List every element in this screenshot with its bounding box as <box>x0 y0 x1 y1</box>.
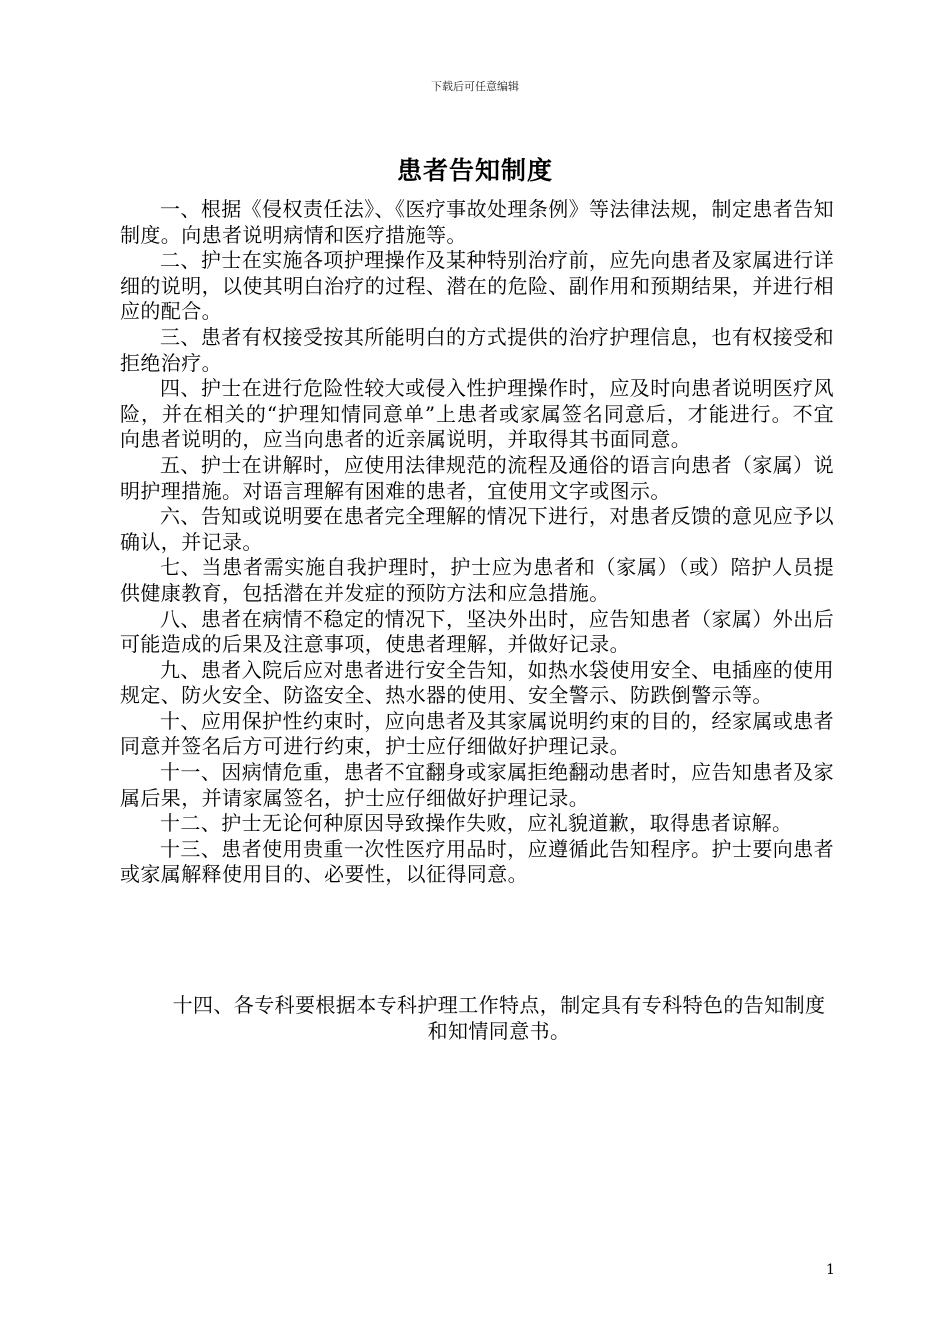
header-note: 下载后可任意编辑 <box>431 80 519 93</box>
paragraph-3: 三、患者有权接受按其所能明白的方式提供的治疗护理信息，也有权接受和拒绝治疗。 <box>120 324 834 375</box>
paragraph-1: 一、根据《侵权责任法》、《医疗事故处理条例》等法律法规，制定患者告知制度。向患者说明病情和医疗措施等。 <box>120 197 834 247</box>
paragraph-9: 九、患者入院后应对患者进行安全告知，如热水袋使用安全、电插座的使用规定、防火安全、防盗安全、热水器的使用、安全警示、防跌倒警示等。 <box>120 657 834 708</box>
paragraph-8: 八、患者在病情不稳定的情况下，坚决外出时，应告知患者（家属）外出后可能造成的后果及注意事项，使患者理解，并做好记录。 <box>120 606 834 657</box>
document-title: 患者告知制度 <box>396 156 553 185</box>
document-body <box>120 197 834 888</box>
paragraph-5: 五、护士在讲解时，应使用法律规范的流程及通俗的语言向患者（家属）说明护理措施。对语言理解有困难的患者，宜使用文字或图示。 <box>120 452 834 503</box>
paragraph-11: 十一、因病情危重，患者不宜翻身或家属拒绝翻动患者时，应告知患者及家属后果，并请家属签名，护士应仔细做好护理记录。 <box>120 760 834 810</box>
paragraph-6: 六、告知或说明要在患者完全理解的情况下进行，对患者反馈的意见应予以确认，并记录。 <box>120 504 834 554</box>
paragraph-4: 四、护士在进行危险性较大或侵入性护理操作时，应及时向患者说明医疗风险，并在相关的“护理知情同意单”上患者或家属签名同意后，才能进行。不宜向患者说明的，应当向患者的近亲属说明，并取得其书面同意。 <box>120 376 834 452</box>
paragraph-10: 十、应用保护性约束时，应向患者及其家属说明约束的目的，经家属或患者同意并签名后方可进行约束，护士应仔细做好护理记录。 <box>120 708 834 759</box>
paragraph-12: 十二、护士无论何种原因导致操作失败，应礼貌道歉，取得患者谅解。 <box>160 811 793 836</box>
paragraph-7: 七、当患者需实施自我护理时，护士应为患者和（家属）（或）陪护人员提供健康教育，包括潜在并发症的预防方法和应急措施。 <box>120 555 834 605</box>
page-number: 1 <box>826 1262 835 1278</box>
paragraph-14: 十四、各专科要根据本专科护理工作特点，制定具有专科特色的告知制度和知情同意书。 <box>172 993 826 1043</box>
paragraph-2: 二、护士在实施各项护理操作及某种特别治疗前，应先向患者及家属进行详细的说明，以使其明白治疗的过程、潜在的危险、副作用和预期结果，并进行相应的配合。 <box>120 248 834 324</box>
paragraph-13: 十三、患者使用贵重一次性医疗用品时，应遵循此告知程序。护士要向患者或家属解释使用目的、必要性，以征得同意。 <box>120 836 834 887</box>
